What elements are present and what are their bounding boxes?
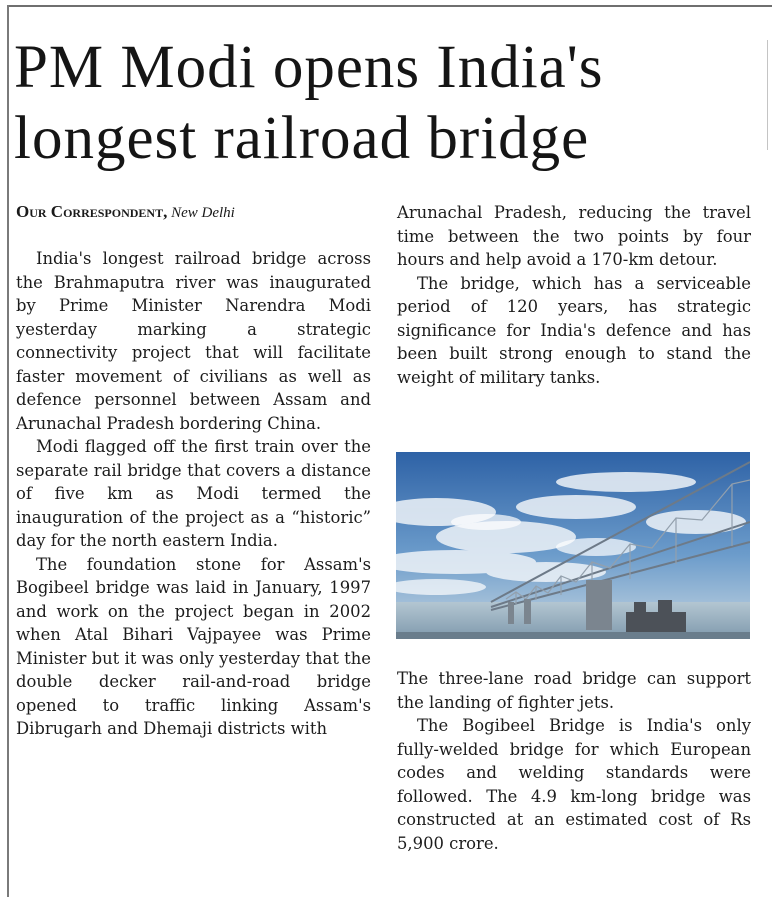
byline-place: New Delhi [171, 205, 235, 221]
right-column-top [397, 201, 751, 389]
paragraph: The Bogibeel Bridge is India's only fully-welded bridge for which European codes and welding standards were followed. The 4.9 km-long bridge was constructed at an estimated cost of Rs 5,900 crore. [397, 716, 751, 853]
left-border-rule [7, 5, 9, 897]
paragraph: India's longest railroad bridge across the Brahmaputra river was inaugurated by Prime Minister Narendra Modi yesterday marking a strategic connectivity project that will facilitate faster movement of civilians as well as defence personnel between Assam and Arunachal Pradesh bordering China. [16, 249, 371, 433]
paragraph: Arunachal Pradesh, reducing the travel time between the two points by four hours and help avoid a 170-km detour. [397, 203, 751, 269]
right-border-rule [767, 40, 768, 150]
left-column [16, 247, 371, 741]
paragraph: Modi flagged off the first train over the separate rail bridge that covers a distance of five km as Modi termed the inauguration of the project as a “historic” day for the north eastern India. [16, 437, 371, 550]
paragraph: The bridge, which has a serviceable period of 120 years, has strategic significance for India's defence and has been built strong enough to stand the weight of military tanks. [397, 273, 751, 387]
bridge-illustration [396, 452, 750, 639]
paragraph: The three-lane road bridge can support the landing of fighter jets. [397, 669, 751, 712]
byline-correspondent: Our Correspondent, [16, 202, 168, 221]
byline [16, 202, 366, 222]
paragraph: The foundation stone for Assam's Bogibeel bridge was laid in January, 1997 and work on the project began in 2002 when Atal Bihari Vajpayee was Prime Minister but it was only yesterday that the double decker rail-and-road bridge opened to traffic linking Assam's Dibrugarh and Dhemaji districts with [16, 554, 371, 738]
right-column-bottom [397, 667, 751, 855]
bridge-photo [396, 452, 750, 639]
headline: PM Modi opens India's longest railroad bridge [14, 34, 604, 172]
top-rule [8, 5, 772, 7]
